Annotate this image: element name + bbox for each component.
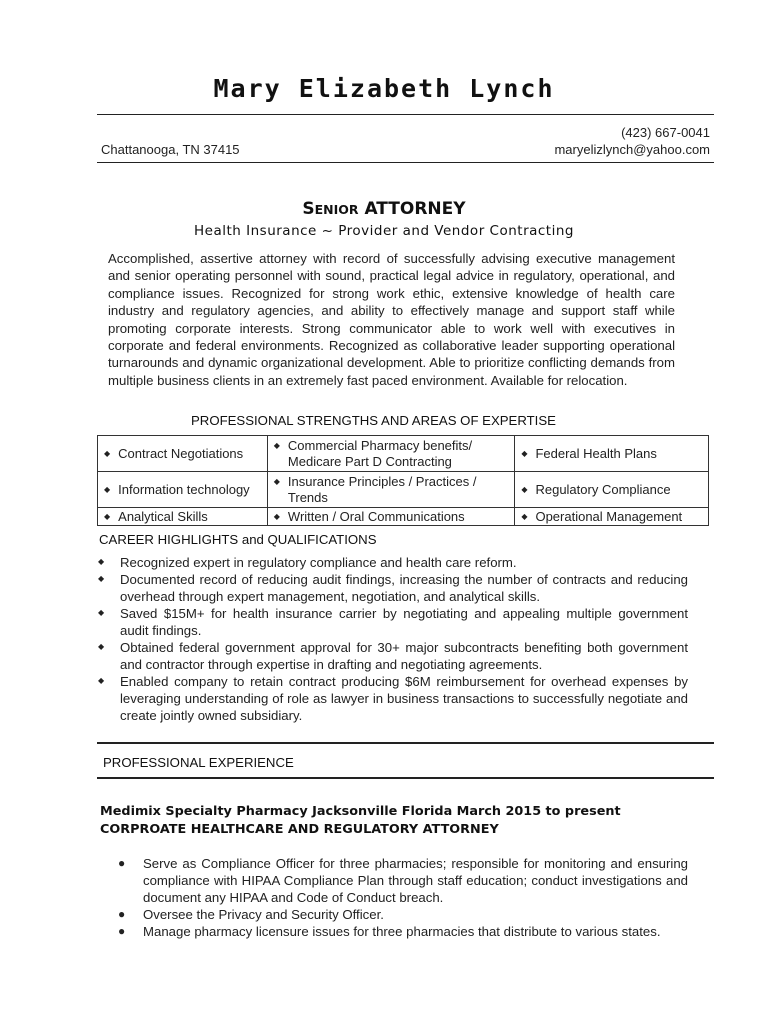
position-title: CORPROATE HEALTHCARE AND REGULATORY ATTORNEY [100, 822, 499, 837]
strength-cell: ◆ Written / Oral Communications [267, 508, 515, 526]
diamond-bullet-icon: ◆ [98, 574, 105, 583]
contact-divider [97, 162, 714, 163]
diamond-bullet-icon: ◆ [273, 476, 280, 486]
list-item: ◆ Obtained federal government approval for 30+ major subcontracts benefiting both government and contractor through expertise in drafting and negotiating agreements. [98, 640, 688, 672]
strength-cell: ◆ Information technology [98, 472, 268, 508]
strength-cell: ◆ Insurance Principles / Practices / Trends [267, 472, 515, 508]
list-item: ● Serve as Compliance Officer for three pharmacies; responsible for monitoring and ensuring compliance with HIPAA Compliance Plan through staff education; conduct investigations and document any HIPAA and Code of Conduct breach. [118, 856, 688, 905]
candidate-name: Mary Elizabeth Lynch [213, 74, 555, 103]
diamond-bullet-icon: ◆ [104, 448, 111, 458]
header-divider [97, 114, 714, 115]
strength-cell: ◆ Regulatory Compliance [515, 472, 709, 508]
job-subtitle: Health Insurance ~ Provider and Vendor Contracting [194, 223, 574, 239]
diamond-bullet-icon: ◆ [98, 676, 105, 685]
contact-email: maryelizlynch@yahoo.com [554, 142, 710, 157]
diamond-bullet-icon: ◆ [521, 484, 528, 494]
bullet-icon: ● [118, 907, 126, 921]
list-item: ◆ Saved $15M+ for health insurance carrier by negotiating and appealing multiple government audit findings. [98, 606, 688, 638]
experience-heading: PROFESSIONAL EXPERIENCE [103, 755, 294, 770]
diamond-bullet-icon: ◆ [104, 484, 111, 494]
professional-summary: Accomplished, assertive attorney with record of successfully advising executive management and senior operating personnel with sound, practical legal advice in regulatory, operational, and compliance issues. Recognized for strong work ethic, extensive knowledge of health care industry and regulatory agencies, and ability to effectively manage and support staff while promoting corporate interests. Strong communicator able to work well with executives in corporate and federal environments. Recognized as collaborative leader supporting operational turnarounds and dynamic organizational development. Able to prioritize conflicting demands from multiple business clients in an extremely fast paced environment. Available for relocation. [108, 251, 675, 388]
experience-bottom-divider [97, 777, 714, 779]
diamond-bullet-icon: ◆ [98, 642, 105, 651]
strengths-row [98, 508, 709, 526]
employer-line: Medimix Specialty Pharmacy Jacksonville Florida March 2015 to present [100, 804, 621, 819]
diamond-bullet-icon: ◆ [98, 557, 105, 566]
bullet-icon: ● [118, 856, 126, 870]
strength-cell: ◆ Contract Negotiations [98, 436, 268, 472]
job-title-prefix: SENIOR [302, 199, 359, 219]
diamond-bullet-icon: ◆ [98, 608, 105, 617]
strength-cell: ◆ Commercial Pharmacy benefits/ Medicare Part D Contracting [267, 436, 515, 472]
strength-cell: ◆ Operational Management [515, 508, 709, 526]
list-item: ◆ Documented record of reducing audit findings, increasing the number of contracts and reducing overhead through expert management, negotiation, and analytical skills. [98, 572, 688, 604]
diamond-bullet-icon: ◆ [273, 440, 280, 450]
list-item: ● Oversee the Privacy and Security Officer. [118, 907, 384, 922]
contact-location: Chattanooga, TN 37415 [101, 142, 240, 157]
job-title-main: ATTORNEY [364, 199, 466, 219]
contact-phone: (423) 667-0041 [621, 125, 710, 140]
experience-top-divider [97, 742, 714, 744]
highlights-heading: CAREER HIGHLIGHTS and QUALIFICATIONS [99, 532, 377, 547]
diamond-bullet-icon: ◆ [521, 448, 528, 458]
job-title [0, 199, 768, 219]
strengths-row [98, 436, 709, 472]
list-item: ◆ Recognized expert in regulatory compliance and health care reform. [98, 555, 517, 570]
strengths-row [98, 472, 709, 508]
highlights-list [98, 554, 688, 724]
diamond-bullet-icon: ◆ [104, 511, 111, 521]
strength-cell: ◆ Analytical Skills [98, 508, 268, 526]
strengths-table [97, 435, 709, 526]
strength-cell: ◆ Federal Health Plans [515, 436, 709, 472]
strengths-heading: PROFESSIONAL STRENGTHS AND AREAS OF EXPERTISE [191, 413, 556, 428]
bullet-icon: ● [118, 924, 126, 938]
diamond-bullet-icon: ◆ [273, 511, 280, 521]
list-item: ● Manage pharmacy licensure issues for three pharmacies that distribute to various states. [118, 924, 661, 939]
diamond-bullet-icon: ◆ [521, 511, 528, 521]
duties-list [118, 855, 688, 940]
list-item: ◆ Enabled company to retain contract producing $6M reimbursement for overhead expenses by leveraging understanding of role as lawyer in business transactions to successfully negotiate and create jointly owned subsidiary. [98, 674, 688, 723]
